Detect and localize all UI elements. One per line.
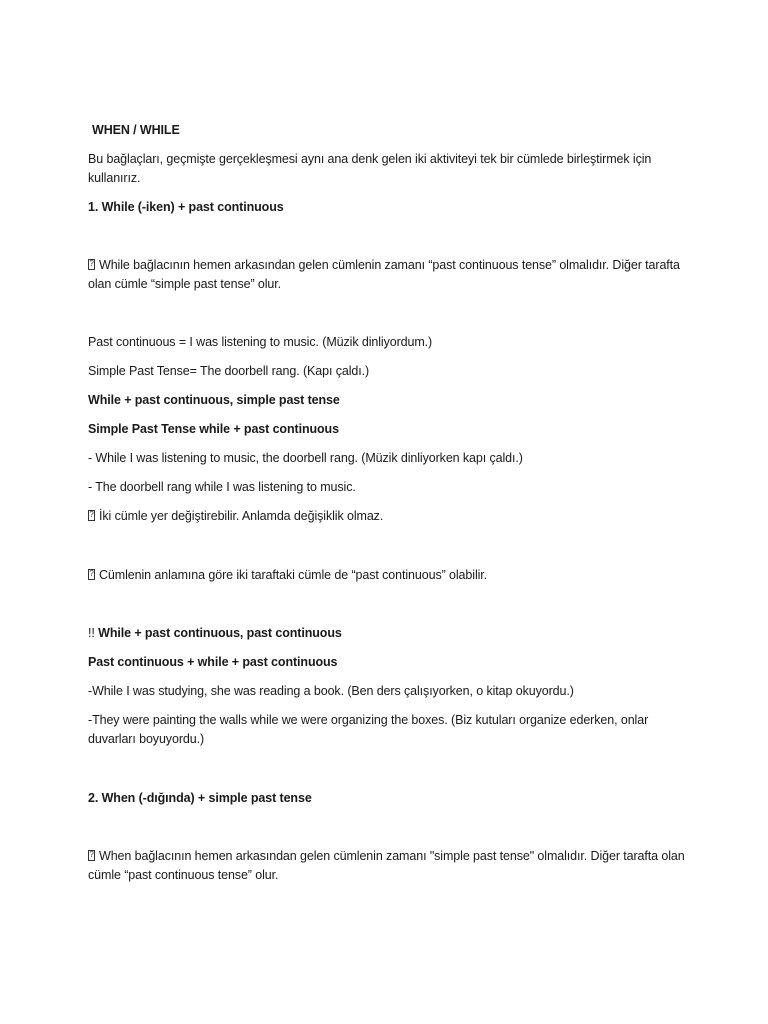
both-continuous-note-text: Cümlenin anlamına göre iki taraftaki cümle de “past continuous” olabilir. xyxy=(99,568,488,582)
example-3: -While I was studying, she was reading a book. (Ben ders çalışıyorken, o kitap okuyordu.) xyxy=(88,684,574,698)
section2-heading: 2. When (-dığında) + simple past tense xyxy=(88,791,312,805)
missing-glyph-icon xyxy=(88,850,95,861)
past-continuous-example: Past continuous = I was listening to music. (Müzik dinliyordum.) xyxy=(88,335,433,349)
both-continuous-note xyxy=(88,566,688,585)
pattern-continuous-while: Past continuous + while + past continuous xyxy=(88,655,338,669)
example-1: - While I was listening to music, the doorbell rang. (Müzik dinliyorken kapı çaldı.) xyxy=(88,451,523,465)
example-4: -They were painting the walls while we were organizing the boxes. (Biz kutuları organize ederken, onlar duvarları boyuyordu.) xyxy=(88,713,649,746)
swap-note-text: İki cümle yer değiştirebilir. Anlamda değişiklik olmaz. xyxy=(99,509,384,523)
swap-note xyxy=(88,507,688,526)
while-rule-text: While bağlacının hemen arkasından gelen cümlenin zamanı “past continuous tense” olmalıdır. Diğer tarafta olan cümle “simple past tense” olur. xyxy=(88,258,680,291)
when-rule-text: When bağlacının hemen arkasından gelen cümlenin zamanı "simple past tense" olmalıdır. Diğer tarafta olan cümle “past continuous tense” olur. xyxy=(88,849,685,882)
while-rule-paragraph xyxy=(88,256,688,294)
doc-title: WHEN / WHILE xyxy=(92,123,180,137)
when-rule-paragraph xyxy=(88,847,688,885)
missing-glyph-icon xyxy=(88,259,95,270)
pattern-while-first: While + past continuous, simple past tense xyxy=(88,393,340,407)
pattern-while-second: Simple Past Tense while + past continuous xyxy=(88,422,339,436)
missing-glyph-icon xyxy=(88,510,95,521)
pattern-prefix: !! xyxy=(88,626,99,640)
intro-paragraph: Bu bağlaçları, geçmişte gerçekleşmesi aynı ana denk gelen iki aktiviteyi tek bir cümlede birleştirmek için kullanırız. xyxy=(88,152,652,185)
missing-glyph-icon xyxy=(88,569,95,580)
section1-heading: 1. While (-iken) + past continuous xyxy=(88,200,284,214)
pattern-both-continuous-text: While + past continuous, past continuous xyxy=(98,626,342,640)
pattern-both-continuous xyxy=(88,624,688,643)
simple-past-example: Simple Past Tense= The doorbell rang. (Kapı çaldı.) xyxy=(88,364,370,378)
example-2: - The doorbell rang while I was listening to music. xyxy=(88,480,356,494)
